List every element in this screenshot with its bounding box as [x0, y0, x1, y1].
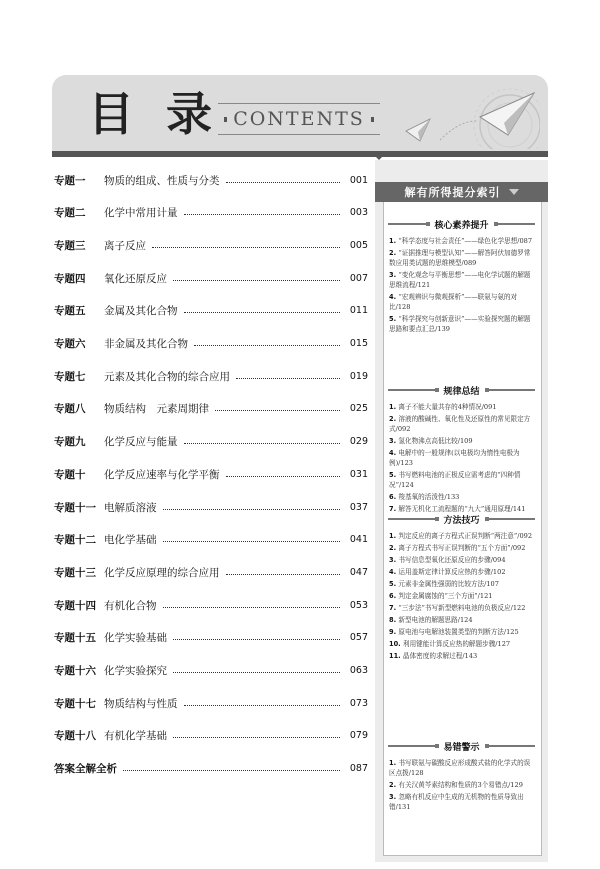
- toc-topic-title: 非金属及其化合物: [104, 338, 188, 350]
- toc-page-number: 019: [349, 370, 368, 382]
- toc-page-number: 041: [349, 534, 368, 546]
- sidebar-header: [375, 182, 548, 202]
- sidebar-item-text: 书写联氨与碳酸反应形成酸式盐的化学式的误区点拨/128: [389, 759, 531, 777]
- sidebar-item-number: 5.: [389, 580, 399, 588]
- sidebar-item-number: 5.: [389, 471, 399, 479]
- sidebar-item-text: 电解中的一般规律(以电极均为惰性电极为例)/123: [389, 449, 520, 467]
- sidebar-item-text: 离子不能大量共存的4种情况/091: [398, 403, 497, 411]
- sidebar-item-text: 书写燃料电池的正极反应需考虑的“四种情况”/124: [389, 471, 521, 489]
- sidebar-index-item[interactable]: [389, 531, 533, 541]
- sidebar-index-item[interactable]: [389, 780, 533, 790]
- sidebar-index-item[interactable]: [389, 543, 533, 553]
- toc-topic-title: 物质的组成、性质与分类: [104, 174, 220, 187]
- toc-topic-number: 专题七: [54, 370, 86, 383]
- sidebar-item-number: 2.: [389, 781, 399, 789]
- sidebar-section-title: 规律总结: [443, 386, 480, 397]
- toc-row[interactable]: [54, 597, 368, 613]
- toc-row[interactable]: [54, 368, 368, 384]
- sidebar-index-item[interactable]: [389, 448, 533, 468]
- toc-topic-number: 专题十八: [54, 730, 96, 743]
- contents-label: CONTENTS: [233, 108, 365, 130]
- header-notch: [370, 151, 388, 160]
- sidebar-item-number: 3.: [389, 793, 399, 801]
- sidebar-index-item[interactable]: [389, 651, 533, 661]
- toc-row[interactable]: [54, 336, 368, 352]
- toc-row[interactable]: [54, 761, 368, 777]
- divider: [388, 518, 435, 520]
- toc-leader-dots: [184, 312, 341, 313]
- toc-page-number: 005: [349, 239, 368, 251]
- toc-topic-number: 专题九: [54, 436, 86, 449]
- sidebar-item-text: 氢化物沸点高低比较/109: [398, 437, 473, 445]
- divider: [489, 389, 536, 391]
- sidebar-item-text: 离子方程式书写正误判断的“五个方面”/092: [398, 544, 526, 552]
- toc-page-number: 029: [349, 436, 368, 448]
- sidebar-item-number: 1.: [389, 759, 399, 767]
- sidebar-index-item[interactable]: [389, 236, 533, 246]
- sidebar-item-number: 7.: [389, 505, 399, 513]
- toc-topic-number: 专题一: [54, 174, 86, 187]
- divider: [498, 223, 536, 225]
- sidebar-index-item[interactable]: [389, 470, 533, 490]
- toc-topic-number: 专题十一: [54, 501, 96, 514]
- toc-topic-number: 专题二: [54, 207, 86, 220]
- contents-label-box: [218, 103, 380, 135]
- toc-page-number: 001: [349, 174, 368, 186]
- toc-row[interactable]: [54, 270, 368, 286]
- sidebar-item-number: 2.: [389, 415, 399, 423]
- toc-page-number: 087: [349, 763, 368, 775]
- toc-topic-title: 物质结构与性质: [104, 697, 178, 710]
- toc-topic-title: 有机化学基础: [104, 730, 167, 743]
- toc-leader-dots: [226, 476, 341, 477]
- sidebar-item-text: 原电池与电解池装置类型的判断方法/125: [398, 628, 519, 636]
- toc-topic-title: 氧化还原反应: [104, 272, 167, 285]
- toc-topic-title: 物质结构 元素周期律: [104, 403, 209, 416]
- toc-leader-dots: [163, 541, 341, 542]
- toc-topic-title: 化学反应速率与化学平衡: [104, 468, 220, 481]
- sidebar-index-item[interactable]: [389, 402, 533, 412]
- sidebar-item-text: 溶液的酸碱性、氧化性及还原性的常见限定方式/092: [389, 415, 531, 433]
- toc-leader-dots: [236, 378, 340, 379]
- sidebar-item-number: 1.: [389, 237, 399, 245]
- sidebar-item-number: 3.: [389, 556, 399, 564]
- sidebar-item-number: 2.: [389, 249, 399, 257]
- sidebar-item-number: 8.: [389, 616, 399, 624]
- sidebar-item-number: 9.: [389, 628, 399, 636]
- toc-row[interactable]: [54, 237, 368, 253]
- chevron-down-icon: [509, 189, 519, 195]
- sidebar-item-text: 羧基氧的活泼性/133: [398, 493, 460, 501]
- sidebar-index: [375, 160, 548, 862]
- toc-topic-title: 化学反应与能量: [104, 436, 178, 449]
- toc-page-number: 063: [349, 665, 368, 676]
- toc-row[interactable]: [54, 499, 368, 515]
- divider: [388, 223, 426, 225]
- toc-page-number: 015: [349, 338, 368, 349]
- sidebar-index-item[interactable]: [389, 555, 533, 565]
- toc-page-number: 073: [349, 697, 368, 709]
- sidebar-item-text: 运用盖斯定律计算反应热的步骤/102: [398, 568, 506, 576]
- sidebar-index-item[interactable]: [389, 603, 533, 613]
- sidebar-index-item[interactable]: [389, 414, 533, 434]
- sidebar-item-text: “科学探究与创新意识”——实验探究题的解题思路和要点汇总/139: [389, 315, 531, 333]
- toc-row[interactable]: [54, 303, 368, 319]
- toc-row[interactable]: [54, 466, 368, 482]
- square-bullet-icon: [371, 117, 374, 122]
- sidebar-section-heading: [388, 740, 535, 752]
- sidebar-item-number: 10.: [389, 640, 403, 648]
- divider: [388, 389, 435, 391]
- sidebar-item-number: 7.: [389, 604, 399, 612]
- divider: [489, 745, 536, 747]
- sidebar-item-number: 4.: [389, 449, 399, 457]
- toc-leader-dots: [173, 672, 340, 673]
- toc-topic-title: 元素及其化合物的综合应用: [104, 370, 230, 383]
- toc-page-number: 011: [349, 305, 368, 317]
- sidebar-item-text: 判定金属腐蚀的“三个方面”/121: [398, 592, 493, 600]
- toc-topic-number: 专题四: [54, 272, 86, 285]
- sidebar-index-item[interactable]: [389, 758, 533, 778]
- toc-row[interactable]: [54, 401, 368, 417]
- toc-page-number: 079: [349, 730, 368, 742]
- toc-row[interactable]: [54, 532, 368, 548]
- sidebar-item-number: 2.: [389, 544, 399, 552]
- page-title: 目 录: [88, 87, 221, 141]
- toc-leader-dots: [163, 509, 341, 510]
- toc-topic-number: 答案全解全析: [54, 763, 117, 776]
- sidebar-item-number: 6.: [389, 493, 399, 501]
- toc-page-number: 057: [349, 632, 368, 644]
- sidebar-item-text: 元素非金属性强弱的比较方法/107: [398, 580, 499, 588]
- toc-topic-number: 专题六: [54, 338, 86, 350]
- sidebar-index-item[interactable]: [389, 436, 533, 446]
- toc-topic-number: 专题三: [54, 239, 86, 252]
- sidebar-item-number: 4.: [389, 568, 399, 576]
- sidebar-item-text: “三步法”书写新型燃料电池的负极反应/122: [398, 604, 526, 612]
- sidebar-item-number: 3.: [389, 271, 399, 279]
- toc-topic-title: 电解质溶液: [104, 501, 157, 514]
- sidebar-item-text: 解答无机化工流程题的“九大”通用原理/141: [398, 505, 526, 513]
- sidebar-item-text: “证据推理与模型认知”——解答阿伏加德罗常数应用类试题的思维模型/089: [389, 249, 531, 267]
- sidebar-section-title: 易错警示: [443, 742, 480, 753]
- toc-row[interactable]: [54, 564, 368, 580]
- toc-topic-number: 专题十五: [54, 632, 96, 645]
- toc-topic-number: 专题十四: [54, 599, 96, 612]
- toc-page-number: 037: [349, 501, 368, 513]
- sidebar-item-text: 有关汉黄芩素结构和性质的3个易错点/129: [398, 781, 523, 789]
- toc-topic-number: 专题十七: [54, 697, 96, 710]
- sidebar-item-number: 5.: [389, 315, 399, 323]
- toc-leader-dots: [184, 705, 341, 706]
- toc-topic-title: 化学实验探究: [104, 665, 167, 677]
- toc-row[interactable]: [54, 663, 368, 679]
- toc-page-number: 031: [349, 468, 368, 480]
- sidebar-index-item[interactable]: [389, 248, 533, 268]
- toc-page-number: 025: [349, 403, 368, 415]
- sidebar-section-heading: [388, 218, 535, 230]
- sidebar-item-number: 6.: [389, 592, 399, 600]
- sidebar-index-item[interactable]: [389, 292, 533, 312]
- sidebar-item-text: 利用键能计算反应热的解题步骤/127: [402, 640, 511, 648]
- toc-row[interactable]: [54, 434, 368, 450]
- toc-topic-number: 专题八: [54, 403, 86, 416]
- sidebar-item-text: “宏观辨识与微观探析”——联氨与氨的对比/128: [389, 293, 518, 311]
- sidebar-item-text: 忽略有机反应中生成的无机物的性质导致出错/131: [389, 793, 524, 811]
- paper-plane-decoration-icon: [400, 85, 540, 149]
- sidebar-section-heading: [388, 384, 535, 396]
- sidebar-section-title: 核心素养提升: [434, 220, 489, 231]
- sidebar-index-item[interactable]: [389, 792, 533, 812]
- sidebar-index-item[interactable]: [389, 639, 533, 649]
- sidebar-index-item[interactable]: [389, 567, 533, 577]
- toc-leader-dots: [226, 574, 341, 575]
- sidebar-index-item[interactable]: [389, 615, 533, 625]
- toc-topic-number: 专题十六: [54, 665, 96, 677]
- sidebar-item-number: 11.: [389, 652, 403, 660]
- sidebar-index-item[interactable]: [389, 591, 533, 601]
- toc-leader-dots: [226, 182, 341, 183]
- toc-leader-dots: [194, 345, 340, 346]
- toc-row[interactable]: [54, 205, 368, 221]
- toc-page-number: 003: [349, 207, 368, 219]
- square-bullet-icon: [224, 117, 227, 122]
- toc-topic-number: 专题五: [54, 305, 86, 318]
- toc-row[interactable]: [54, 695, 368, 711]
- sidebar-item-number: 1.: [389, 532, 399, 540]
- sidebar-item-text: “变化观念与平衡思想”——电化学试题的解题思维流程/121: [389, 271, 531, 289]
- toc-page-number: 047: [349, 566, 368, 578]
- toc-topic-number: 专题十二: [54, 534, 96, 547]
- sidebar-item-text: 判定反应的离子方程式正误判断“两注意”/092: [398, 532, 533, 540]
- toc-topic-title: 化学中常用计量: [104, 207, 178, 220]
- toc-row[interactable]: [54, 172, 368, 188]
- toc-topic-title: 电化学基础: [104, 534, 157, 547]
- toc-leader-dots: [152, 247, 340, 248]
- sidebar-index-item[interactable]: [389, 579, 533, 589]
- toc-topic-title: 有机化合物: [104, 599, 157, 612]
- sidebar-item-number: 1.: [389, 403, 399, 411]
- divider: [388, 745, 435, 747]
- toc-leader-dots: [173, 737, 340, 738]
- toc-leader-dots: [163, 607, 341, 608]
- sidebar-item-text: 晶体密度的求解过程/143: [402, 652, 478, 660]
- toc-topic-title: 离子反应: [104, 239, 146, 252]
- sidebar-item-text: 书写信息型氧化还原反应的步骤/094: [398, 556, 506, 564]
- toc-topic-title: 化学实验基础: [104, 632, 167, 645]
- toc-leader-dots: [215, 410, 340, 411]
- toc-topic-number: 专题十三: [54, 566, 96, 579]
- toc-row[interactable]: [54, 728, 368, 744]
- toc-leader-dots: [173, 639, 340, 640]
- sidebar-item-number: 4.: [389, 293, 399, 301]
- divider: [489, 518, 536, 520]
- sidebar-section-heading: [388, 513, 535, 525]
- sidebar-section-title: 方法技巧: [443, 515, 480, 526]
- toc-topic-title: 化学反应原理的综合应用: [104, 566, 220, 579]
- sidebar-item-text: “科学态度与社会责任”——绿色化学思想/087: [398, 237, 533, 245]
- sidebar-item-text: 新型电池的解题思路/124: [398, 616, 473, 624]
- toc-topic-number: 专题十: [54, 468, 86, 481]
- toc-page-number: 053: [349, 599, 368, 611]
- header-divider: [52, 151, 548, 157]
- toc-leader-dots: [184, 214, 341, 215]
- sidebar-item-number: 3.: [389, 437, 399, 445]
- sidebar-index-item[interactable]: [389, 627, 533, 637]
- sidebar-index-item[interactable]: [389, 492, 533, 502]
- toc-leader-dots: [123, 770, 340, 771]
- sidebar-index-item[interactable]: [389, 270, 533, 290]
- toc-page-number: 007: [349, 272, 368, 284]
- toc-topic-title: 金属及其化合物: [104, 305, 178, 318]
- sidebar-index-item[interactable]: [389, 314, 533, 334]
- sidebar-header-label: 解有所得提分索引: [404, 186, 501, 199]
- toc-leader-dots: [184, 443, 341, 444]
- toc-leader-dots: [173, 280, 340, 281]
- toc-row[interactable]: [54, 630, 368, 646]
